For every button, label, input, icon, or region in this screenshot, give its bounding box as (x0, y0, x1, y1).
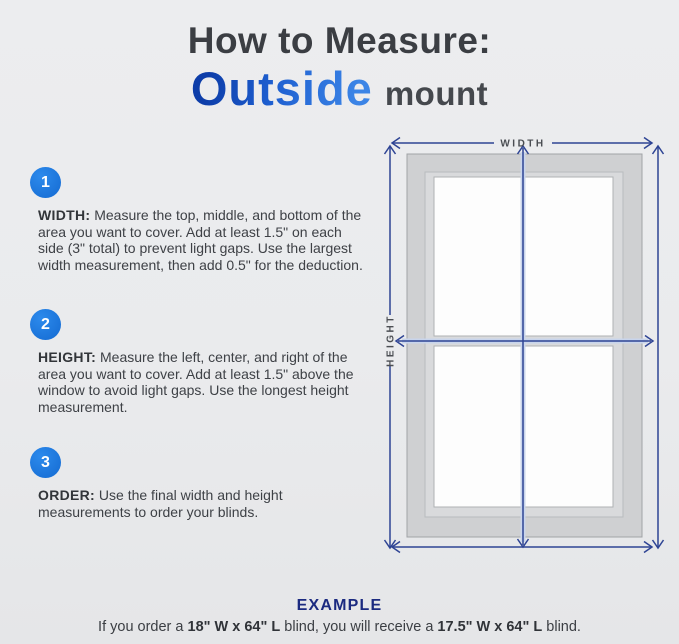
example-part-5: blind. (542, 619, 581, 635)
step-1-number-badge: 1 (30, 167, 61, 198)
page-title (0, 20, 679, 115)
title-line-2 (0, 62, 679, 115)
width-arrow-label: WIDTH (500, 138, 546, 150)
step-3-body: Use the final width and height measurements to order your blinds. (38, 487, 283, 520)
step-2-text (28, 349, 370, 415)
example-heading: EXAMPLE (296, 597, 383, 614)
step-3-text (28, 487, 370, 520)
example-sentence (0, 619, 679, 635)
bottom-width-arrow (392, 542, 652, 553)
example-section (0, 597, 679, 635)
title-mount-type: Outside (190, 62, 373, 115)
step-width (28, 167, 370, 273)
example-part-1: If you order a (98, 619, 188, 635)
step-2-body: Measure the left, center, and right of the area you want to cover. Add at least 1.5" above the window to avoid light gaps. Use the longest height measurement. (38, 349, 354, 415)
window-measurement-diagram (370, 120, 679, 590)
height-arrow-label: HEIGHT (385, 314, 397, 367)
step-2-label: HEIGHT: (38, 349, 97, 365)
right-height-arrow (653, 146, 664, 548)
example-part-3: blind, you will receive a (280, 619, 438, 635)
step-1-body: Measure the top, middle, and bottom of the area you want to cover. Add at least 1.5" on each side (3" total) to prevent light gaps. Use the largest width measurement, then add 0.5" for the deduction. (38, 207, 363, 273)
step-2-number-badge: 2 (30, 309, 61, 340)
step-order (28, 447, 370, 520)
title-line-1: How to Measure: (187, 20, 492, 61)
example-received-size: 17.5" W x 64" L (437, 619, 543, 635)
step-height (28, 309, 370, 415)
step-3-number-badge: 3 (30, 447, 61, 478)
example-ordered-size: 18" W x 64" L (187, 619, 281, 635)
step-3-label: ORDER: (38, 487, 96, 503)
title-mount-word: mount (384, 75, 489, 112)
step-1-label: WIDTH: (38, 207, 91, 223)
step-1-text (28, 207, 370, 273)
